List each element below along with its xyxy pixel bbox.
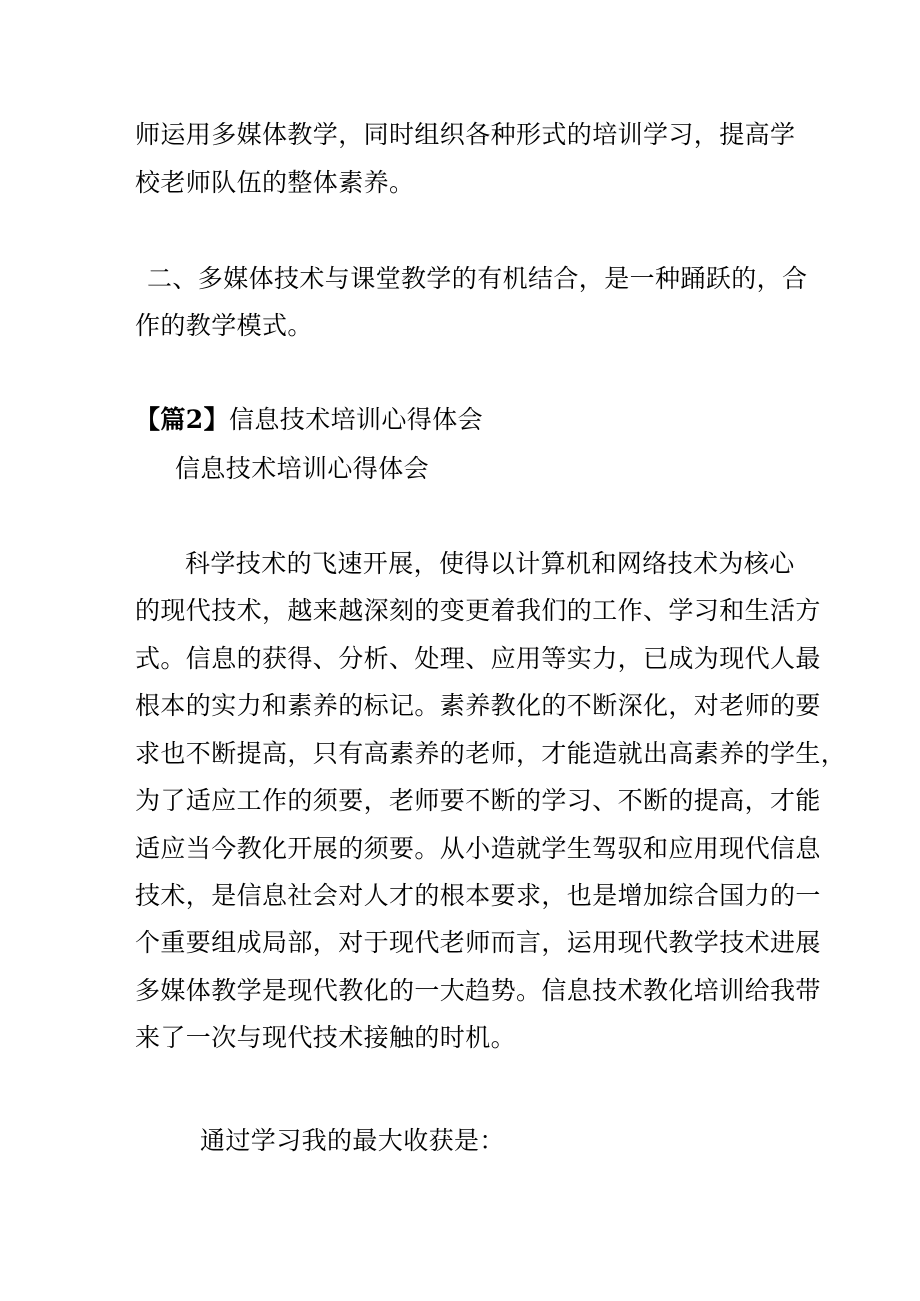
paragraph-3-line-6: 为了适应工作的须要，老师要不断的学习、不断的提高，才能 [135, 786, 821, 815]
paragraph-3-line-4: 根本的实力和素养的标记。素养教化的不断深化，对老师的要 [135, 691, 821, 720]
paragraph-2-line-2: 作的教学模式。 [135, 311, 313, 340]
paragraph-3-line-9: 个重要组成局部，对于现代老师而言，运用现代教学技术进展 [135, 928, 821, 957]
paragraph-3-line-3: 式。信息的获得、分析、处理、应用等实力，已成为现代人最 [135, 644, 821, 673]
paragraph-3-line-7: 适应当今教化开展的须要。从小造就学生驾驭和应用现代信息 [135, 834, 821, 863]
section-heading-prefix: 【篇2】 [135, 405, 229, 434]
paragraph-3-line-11: 来了一次与现代技术接触的时机。 [135, 1023, 517, 1052]
section-heading [135, 406, 483, 434]
paragraph-1-line-2: 校老师队伍的整体素养。 [135, 168, 415, 197]
section-heading-title: 信息技术培训心得体会 [229, 405, 484, 434]
paragraph-2-line-1: 二、多媒体技术与课堂教学的有机结合，是一种踊跃的，合 [147, 264, 808, 293]
article-subtitle: 信息技术培训心得体会 [175, 454, 430, 483]
paragraph-3-line-8: 技术，是信息社会对人才的根本要求，也是增加综合国力的一 [135, 881, 821, 910]
paragraph-3-line-10: 多媒体教学是现代教化的一大趋势。信息技术教化培训给我带 [135, 976, 821, 1005]
paragraph-4: 通过学习我的最大收获是： [200, 1126, 505, 1155]
paragraph-1-line-1: 师运用多媒体教学，同时组织各种形式的培训学习，提高学 [135, 120, 796, 149]
paragraph-3-line-2: 的现代技术，越来越深刻的变更着我们的工作、学习和生活方 [135, 596, 821, 625]
paragraph-3-line-1: 科学技术的飞速开展，使得以计算机和网络技术为核心 [185, 549, 795, 578]
paragraph-3-line-5: 求也不断提高，只有高素养的老师，才能造就出高素养的学生， [135, 739, 847, 768]
